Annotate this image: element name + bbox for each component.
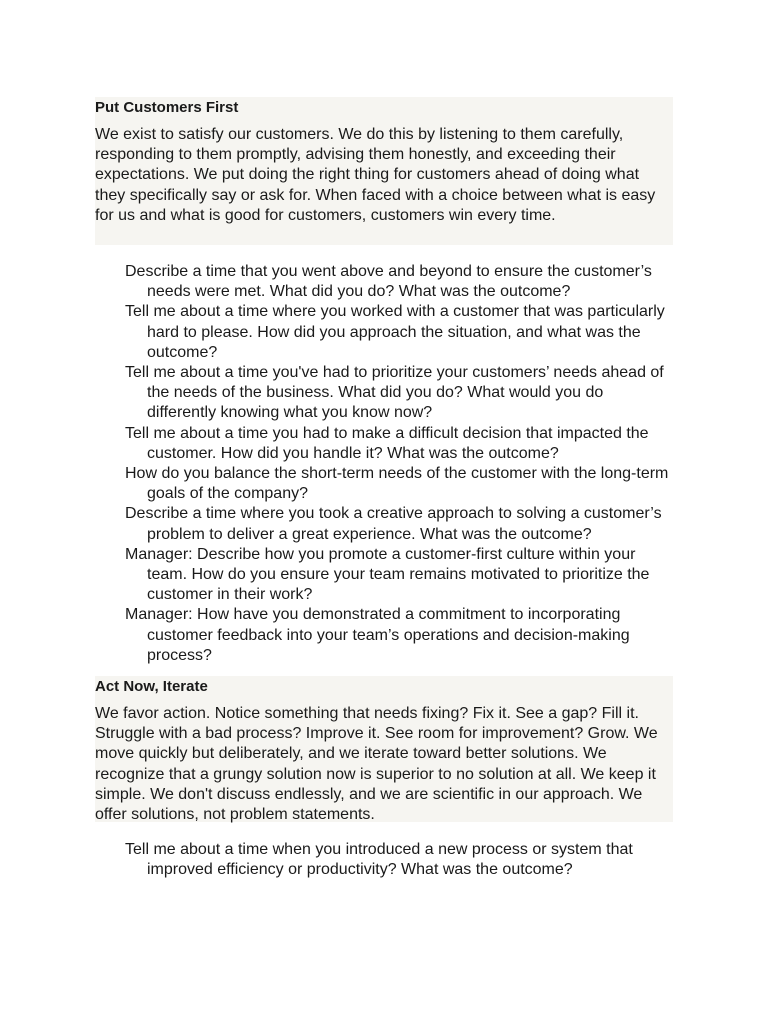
section-description: We exist to satisfy our customers. We do this by listening to them carefully, responding to them promptly, advising them honestly, and exceeding their expectations. We put doing the right thing for customers ahead of doing what they specifically say or ask for. When faced with a choice between what is easy for us and what is good for customers, customers win every time. (95, 126, 656, 224)
question-list (95, 840, 673, 880)
question-item: Describe a time where you took a creative approach to solving a customer’s problem to deliver a great experience. What was the outcome? (125, 505, 662, 543)
question-item: Describe a time that you went above and beyond to ensure the customer’s needs were met. What did you do? What was the outcome? (125, 263, 652, 301)
spacer (95, 666, 673, 676)
section-title: Put Customers First (95, 99, 239, 116)
question-item: How do you balance the short-term needs of the customer with the long-term goals of the company? (125, 465, 669, 503)
section-description: We favor action. Notice something that needs fixing? Fix it. See a gap? Fill it. Struggle with a bad process? Improve it. See room for improvement? Grow. We move quickly but deliberately, and we iterate toward better solutions. We recognize that a grungy solution now is superior to no solution at all. We keep it simple. We don't discuss endlessly, and we are scientific in our approach. We offer solutions, not problem statements. (95, 705, 658, 824)
section-act-now-iterate (95, 676, 673, 822)
question-item: Tell me about a time you've had to prioritize your customers’ needs ahead of the needs of the business. What did you do? What would you do differently knowing what you know now? (125, 364, 664, 422)
document-page (95, 97, 673, 880)
question-item: Tell me about a time where you worked with a customer that was particularly hard to please. How did you approach the situation, and what was the outcome? (125, 303, 665, 361)
question-item: Tell me about a time you had to make a difficult decision that impacted the customer. How did you handle it? What was the outcome? (125, 424, 649, 462)
question-item: Manager: How have you demonstrated a commitment to incorporating customer feedback into your team’s operations and decision-making process? (125, 606, 630, 664)
section-title: Act Now, Iterate (95, 678, 208, 696)
question-item: Tell me about a time when you introduced a new process or system that improved efficiency or productivity? What was the outcome? (125, 841, 633, 879)
question-item: Manager: Describe how you promote a customer-first culture within your team. How do you ensure your team remains motivated to prioritize the customer in their work? (125, 545, 650, 604)
question-list (95, 262, 673, 666)
section-put-customers-first (95, 97, 673, 245)
